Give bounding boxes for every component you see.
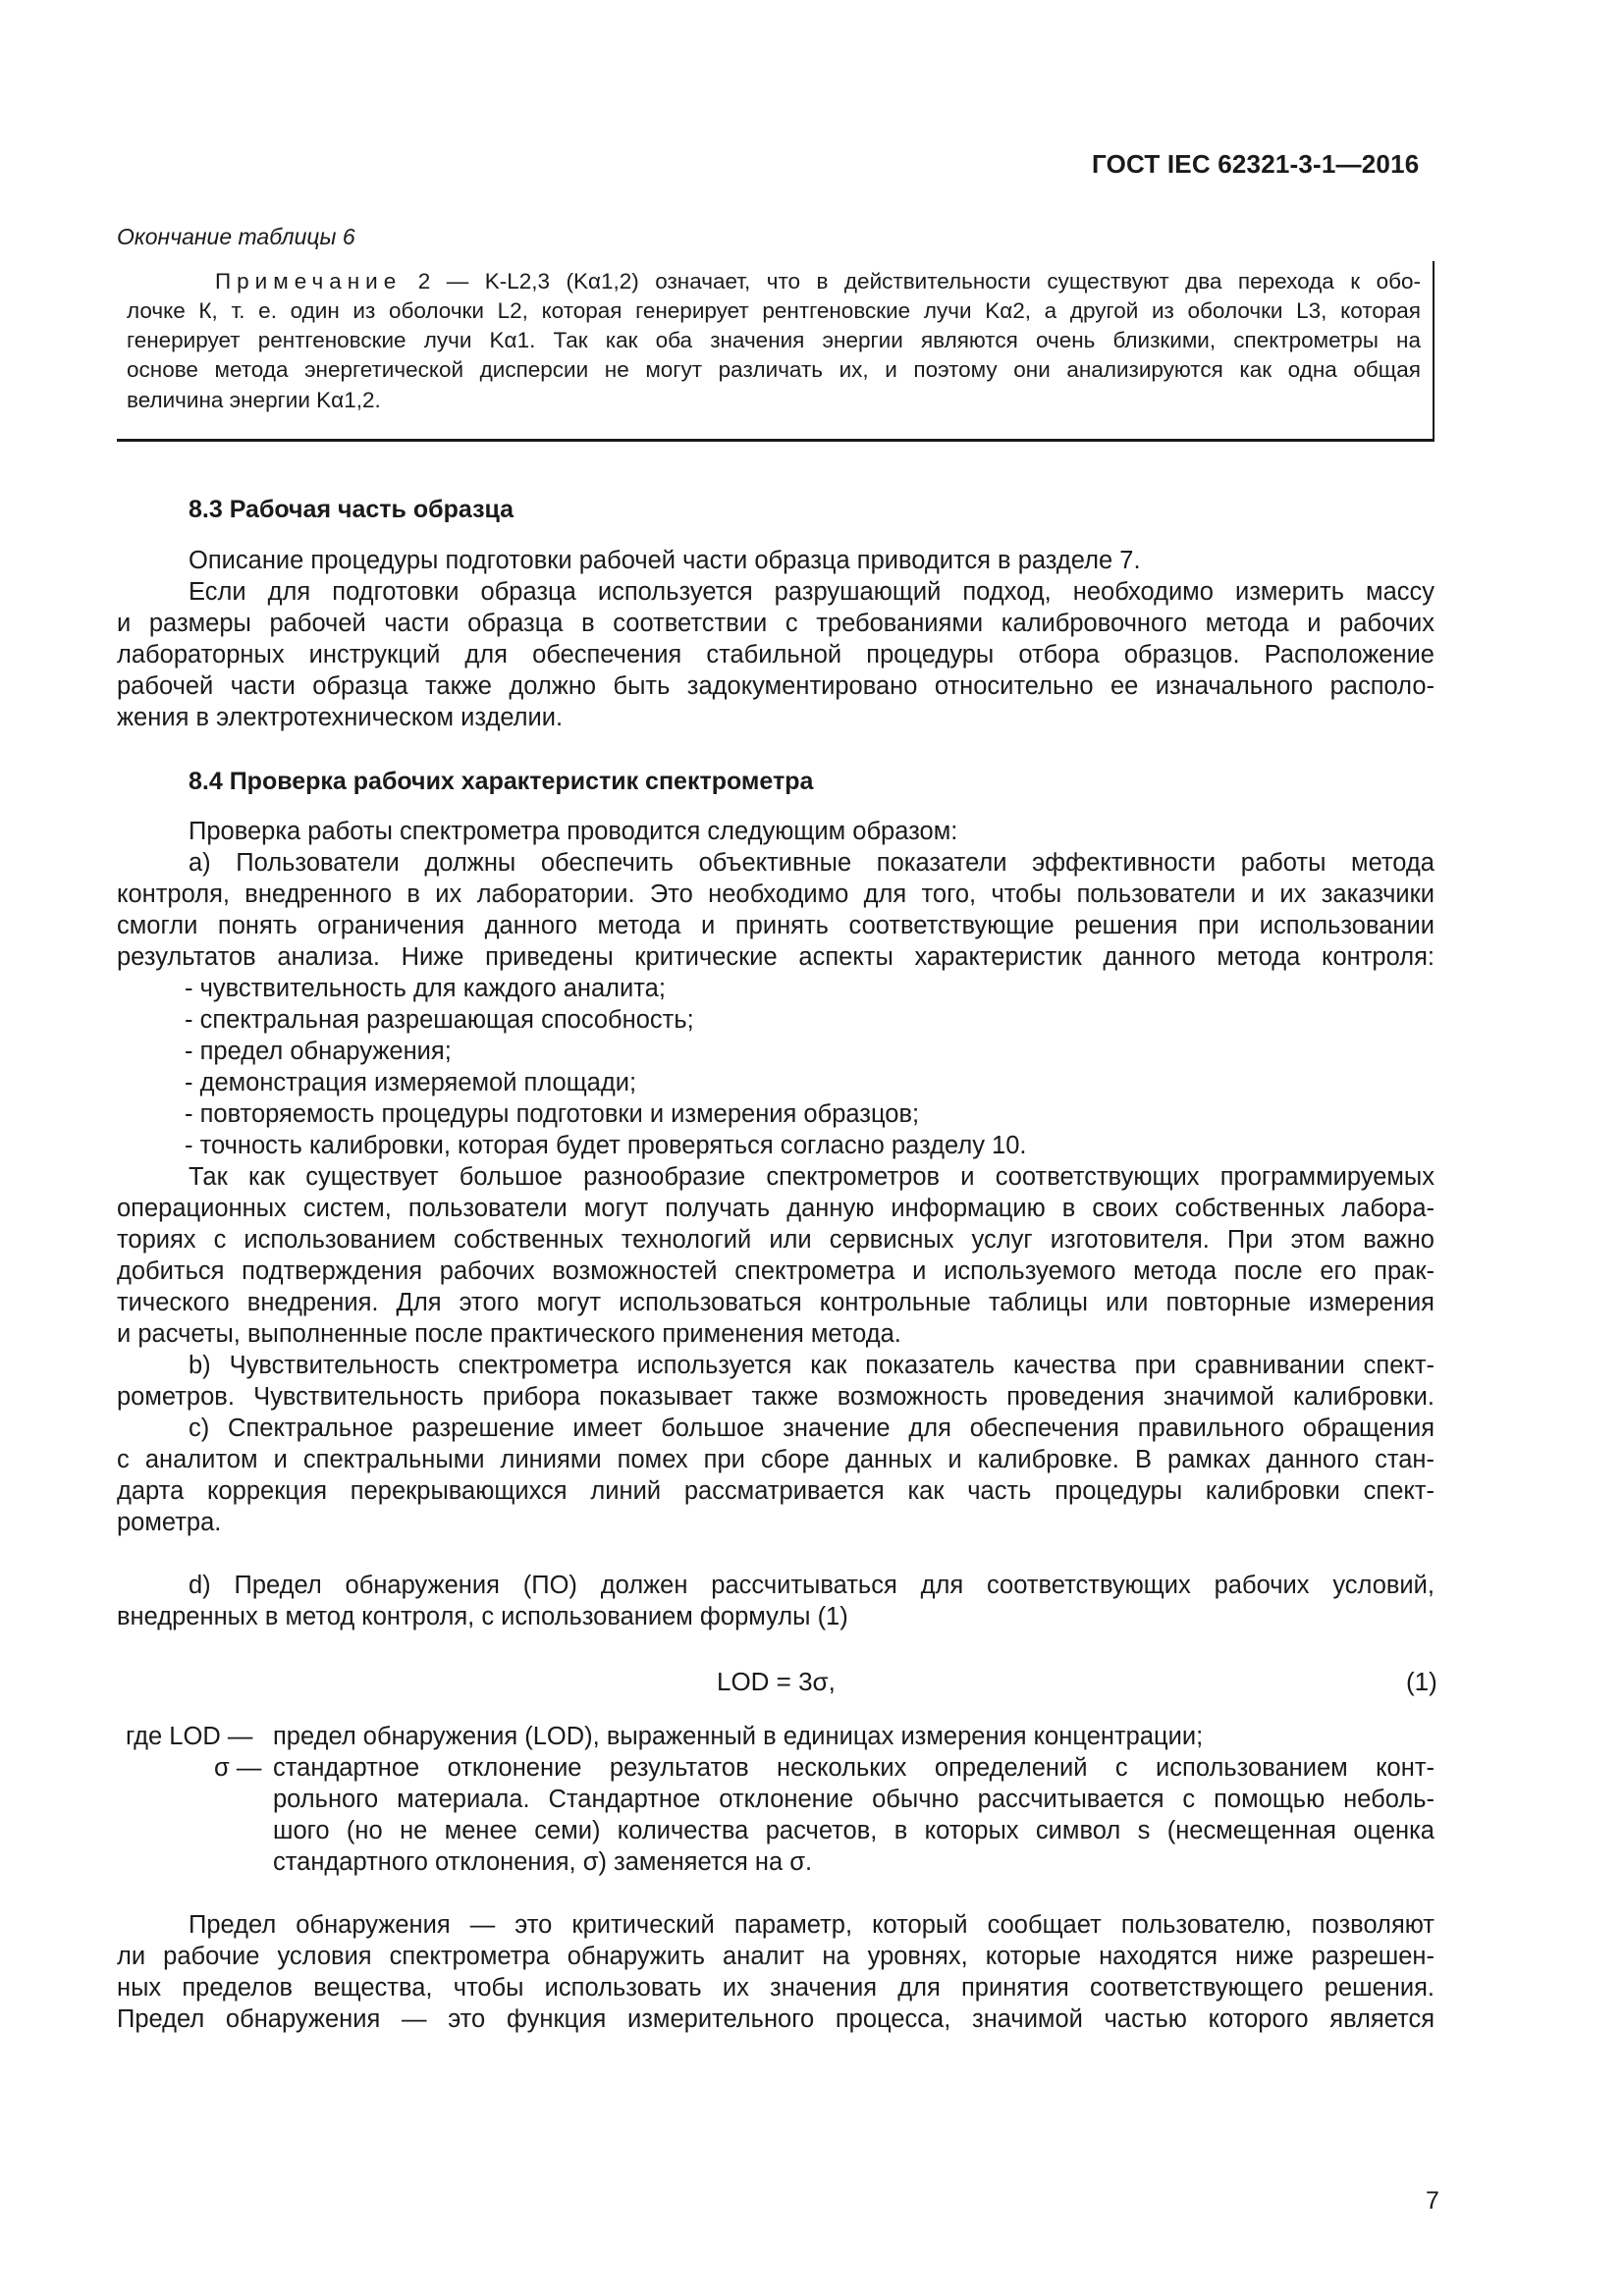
paragraph-line: c) Спектральное разрешение имеет большое значение для обеспечения правильного обращения [189, 1415, 1435, 1442]
note-line-2: лочке К, т. е. один из оболочки L2, которая генерирует рентгеновские лучи Kα2, а другой из оболочки L3, которая [127, 298, 1421, 323]
formula-number: (1) [1406, 1667, 1437, 1696]
paragraph-line: жения в электротехническом изделии. [117, 704, 564, 731]
list-item: - спектральная разрешающая способность; [185, 1006, 694, 1034]
paragraph-line: добиться подтверждения рабочих возможностей спектрометра и используемого метода после его прак- [117, 1257, 1435, 1285]
note-line-4: основе метода энергетической дисперсии не могут различать их, и поэтому они анализируются как одна общая [127, 357, 1421, 382]
paragraph-line: рометров. Чувствительность прибора показывает также возможность проведения значимой калибровки. [117, 1383, 1435, 1411]
paragraph-line: дарта коррекция перекрывающихся линий рассматривается как часть процедуры калибровки спект- [117, 1477, 1435, 1505]
section-8-4-heading: 8.4 Проверка рабочих характеристик спектрометра [189, 768, 814, 795]
paragraph-line: и размеры рабочей части образца в соответствии с требованиями калибровочного метода и рабочих [117, 610, 1435, 637]
paragraph-line: ториях с использованием собственных технологий или сервисных услуг изготовителя. При этом важно [117, 1226, 1435, 1254]
paragraph-line: Если для подготовки образца используется разрушающий подход, необходимо измерить массу [189, 578, 1435, 606]
page-number: 7 [1426, 2187, 1439, 2215]
paragraph-line: и расчеты, выполненные после практического применения метода. [117, 1320, 901, 1348]
paragraph-line: Описание процедуры подготовки рабочей части образца приводится в разделе 7. [189, 547, 1141, 574]
note-line-1 [215, 268, 1421, 295]
paragraph-line: внедренных в метод контроля, с использованием формулы (1) [117, 1603, 848, 1630]
section-8-3-heading: 8.3 Рабочая часть образца [189, 496, 514, 523]
where-term-sigma: σ — [214, 1754, 262, 1782]
paragraph-line: b) Чувствительность спектрометра используется как показатель качества при сравнивании спект- [189, 1352, 1435, 1379]
note-number: 2 [417, 269, 431, 294]
paragraph-line: Так как существует большое разнообразие спектрометров и соответствующих программируемых [189, 1163, 1435, 1191]
paragraph-line: ли рабочие условия спектрометра обнаружить аналит на уровнях, которые находятся ниже разрешен- [117, 1943, 1435, 1970]
paragraph-line: d) Предел обнаружения (ПО) должен рассчитываться для соответствующих рабочих условий, [189, 1572, 1435, 1599]
list-item: - повторяемость процедуры подготовки и измерения образцов; [185, 1100, 920, 1128]
formula: LOD = 3σ, [717, 1667, 836, 1696]
where-def-sigma-line: стандартное отклонение результатов нескольких определений с использованием конт- [273, 1754, 1435, 1782]
note-label: Примечание [215, 269, 403, 294]
list-item: - демонстрация измеряемой площади; [185, 1069, 637, 1096]
where-term-lod: где LOD — [126, 1723, 253, 1750]
paragraph-line: Предел обнаружения — это функция измерительного процесса, значимой частью которого является [117, 2005, 1435, 2033]
paragraph-line: результатов анализа. Ниже приведены критические аспекты характеристик данного метода контроля: [117, 943, 1435, 971]
paragraph-line: a) Пользователи должны обеспечить объективные показатели эффективности работы метода [189, 849, 1435, 877]
paragraph-line: лабораторных инструкций для обеспечения стабильной процедуры отбора образцов. Расположение [117, 641, 1435, 668]
document-header: ГОСТ IEC 62321-3-1—2016 [1092, 149, 1420, 179]
paragraph-line: операционных систем, пользователи могут получать данную информацию в своих собственных лабора- [117, 1195, 1435, 1222]
where-def-sigma-line: рольного материала. Стандартное отклонение обычно рассчитывается с помощью неболь- [273, 1786, 1435, 1813]
note-line-3: генерирует рентгеновские лучи Kα1. Так как оба значения энергии являются очень близкими, спектрометры на [127, 328, 1421, 352]
paragraph-line: рометра. [117, 1509, 222, 1536]
where-def-lod: предел обнаружения (LOD), выраженный в единицах измерения концентрации; [273, 1723, 1204, 1750]
paragraph-line: тического внедрения. Для этого могут использоваться контрольные таблицы или повторные измерения [117, 1289, 1435, 1316]
paragraph-line: смогли понять ограничения данного метода и принять соответствующие решения при использовании [117, 912, 1435, 939]
paragraph-line: рабочей части образца также должно быть задокументировано относительно ее изначального располо- [117, 672, 1435, 700]
list-item: - чувствительность для каждого аналита; [185, 975, 666, 1002]
where-def-sigma-line: стандартного отклонения, σ) заменяется на σ. [273, 1848, 813, 1876]
paragraph-line: ных пределов вещества, чтобы использовать их значения для принятия соответствующего решения. [117, 1974, 1435, 2002]
paragraph-line: с аналитом и спектральными линиями помех при сборе данных и калибровке. В рамках данного стан- [117, 1446, 1435, 1473]
paragraph-line: Проверка работы спектрометра проводится следующим образом: [189, 818, 958, 845]
note-line-1-text: — K-L2,3 (Kα1,2) означает, что в действительности существуют два перехода к обо- [446, 269, 1421, 294]
paragraph-line: Предел обнаружения — это критический параметр, который сообщает пользователю, позволяют [189, 1911, 1435, 1939]
table-continuation-caption: Окончание таблицы 6 [117, 224, 355, 249]
note-line-5: величина энергии Kα1,2. [127, 388, 381, 412]
table-note-box [117, 261, 1435, 442]
where-def-sigma-line: шого (но не менее семи) количества расчетов, в которых символ s (несмещенная оценка [273, 1817, 1435, 1844]
list-item: - точность калибровки, которая будет проверяться согласно разделу 10. [185, 1132, 1027, 1159]
paragraph-line: контроля, внедренного в их лаборатории. Это необходимо для того, чтобы пользователи и их заказчики [117, 881, 1435, 908]
list-item: - предел обнаружения; [185, 1038, 452, 1065]
